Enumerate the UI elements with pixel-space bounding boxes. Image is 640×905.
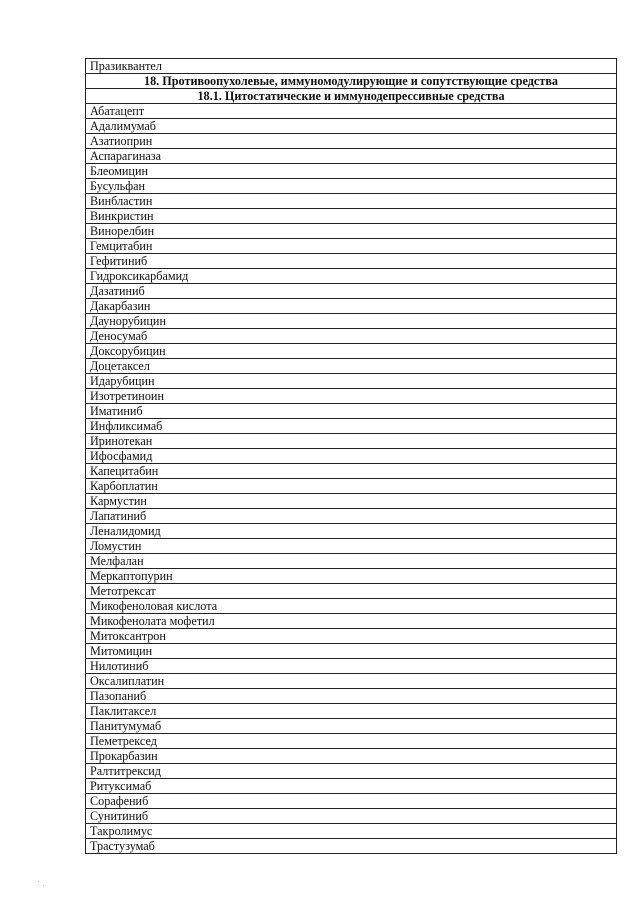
drug-name-cell: Гемцитабин (86, 239, 617, 254)
drug-name-cell: Ифосфамид (86, 449, 617, 464)
table-row (86, 224, 617, 239)
table-row (86, 89, 617, 104)
drug-name-cell: Иринотекан (86, 434, 617, 449)
table-row (86, 239, 617, 254)
scan-speck (38, 881, 39, 882)
table-row (86, 104, 617, 119)
table-row (86, 209, 617, 224)
table-row (86, 389, 617, 404)
drug-name-cell: Инфликсимаб (86, 419, 617, 434)
table-row (86, 839, 617, 854)
drug-name-cell: Оксалиплатин (86, 674, 617, 689)
drug-name-cell: Дазатиниб (86, 284, 617, 299)
table-row (86, 374, 617, 389)
drug-name-cell: Винбластин (86, 194, 617, 209)
drug-name-cell: Абатацепт (86, 104, 617, 119)
drug-name-cell: Мелфалан (86, 554, 617, 569)
table-row (86, 659, 617, 674)
table-row (86, 479, 617, 494)
drug-name-cell: Гидроксикарбамид (86, 269, 617, 284)
table-row (86, 74, 617, 89)
drug-name-cell: Бусульфан (86, 179, 617, 194)
table-row (86, 689, 617, 704)
drug-name-cell: Ралтитрексид (86, 764, 617, 779)
table-row (86, 314, 617, 329)
drug-list-body (86, 59, 617, 854)
table-row (86, 779, 617, 794)
table-row (86, 704, 617, 719)
table-row (86, 794, 617, 809)
drug-name-cell: Метотрексат (86, 584, 617, 599)
drug-name-cell: Меркаптопурин (86, 569, 617, 584)
drug-name-cell: Нилотиниб (86, 659, 617, 674)
drug-name-cell: Такролимус (86, 824, 617, 839)
top-row-cell: Празиквантел (86, 59, 617, 74)
drug-name-cell: Ломустин (86, 539, 617, 554)
table-row (86, 719, 617, 734)
drug-name-cell: Микофеноловая кислота (86, 599, 617, 614)
drug-name-cell: Трастузумаб (86, 839, 617, 854)
table-row (86, 824, 617, 839)
table-row (86, 674, 617, 689)
table-row (86, 284, 617, 299)
table-row (86, 134, 617, 149)
drug-name-cell: Идарубицин (86, 374, 617, 389)
table-row (86, 614, 617, 629)
drug-name-cell: Адалимумаб (86, 119, 617, 134)
table-row (86, 764, 617, 779)
table-row (86, 299, 617, 314)
table-row (86, 464, 617, 479)
table-row (86, 509, 617, 524)
table-row (86, 404, 617, 419)
table-row (86, 584, 617, 599)
table-row (86, 164, 617, 179)
drug-name-cell: Гефитиниб (86, 254, 617, 269)
drug-name-cell: Дакарбазин (86, 299, 617, 314)
table-row (86, 119, 617, 134)
drug-name-cell: Иматиниб (86, 404, 617, 419)
table-row (86, 644, 617, 659)
drug-name-cell: Карбоплатин (86, 479, 617, 494)
table-row (86, 524, 617, 539)
drug-name-cell: Митоксантрон (86, 629, 617, 644)
table-row (86, 734, 617, 749)
drug-name-cell: Микофенолата мофетил (86, 614, 617, 629)
drug-name-cell: Пеметрексед (86, 734, 617, 749)
drug-name-cell: Кармустин (86, 494, 617, 509)
drug-name-cell: Сорафениб (86, 794, 617, 809)
drug-name-cell: Аспарагиназа (86, 149, 617, 164)
table-row (86, 554, 617, 569)
table-row (86, 359, 617, 374)
table-row (86, 419, 617, 434)
table-row (86, 344, 617, 359)
table-row (86, 329, 617, 344)
table-row (86, 434, 617, 449)
table-row (86, 494, 617, 509)
table-row (86, 269, 617, 284)
drug-name-cell: Винкристин (86, 209, 617, 224)
drug-name-cell: Доцетаксел (86, 359, 617, 374)
drug-name-cell: Панитумумаб (86, 719, 617, 734)
table-row (86, 809, 617, 824)
table-row (86, 149, 617, 164)
table-row (86, 179, 617, 194)
scan-speck (43, 885, 44, 886)
subsection-title: 18.1. Цитостатические и иммунодепрессивные средства (86, 89, 617, 104)
drug-name-cell: Леналидомид (86, 524, 617, 539)
drug-name-cell: Даунорубицин (86, 314, 617, 329)
table-row (86, 749, 617, 764)
table-row (86, 254, 617, 269)
section-title: 18. Противоопухолевые, иммуномодулирующие и сопутствующие средства (86, 74, 617, 89)
table-row (86, 599, 617, 614)
drug-name-cell: Ритуксимаб (86, 779, 617, 794)
drug-name-cell: Изотретиноин (86, 389, 617, 404)
drug-name-cell: Винорелбин (86, 224, 617, 239)
drug-name-cell: Капецитабин (86, 464, 617, 479)
table-row (86, 59, 617, 74)
table-row (86, 569, 617, 584)
drug-name-cell: Деносумаб (86, 329, 617, 344)
table-row (86, 449, 617, 464)
drug-name-cell: Пазопаниб (86, 689, 617, 704)
drug-name-cell: Паклитаксел (86, 704, 617, 719)
table-row (86, 629, 617, 644)
drug-name-cell: Сунитиниб (86, 809, 617, 824)
drug-name-cell: Митомицин (86, 644, 617, 659)
drug-list-table (85, 58, 617, 854)
table-row (86, 194, 617, 209)
drug-name-cell: Прокарбазин (86, 749, 617, 764)
drug-name-cell: Азатиоприн (86, 134, 617, 149)
table-row (86, 539, 617, 554)
drug-name-cell: Лапатиниб (86, 509, 617, 524)
drug-name-cell: Доксорубицин (86, 344, 617, 359)
drug-name-cell: Блеомицин (86, 164, 617, 179)
